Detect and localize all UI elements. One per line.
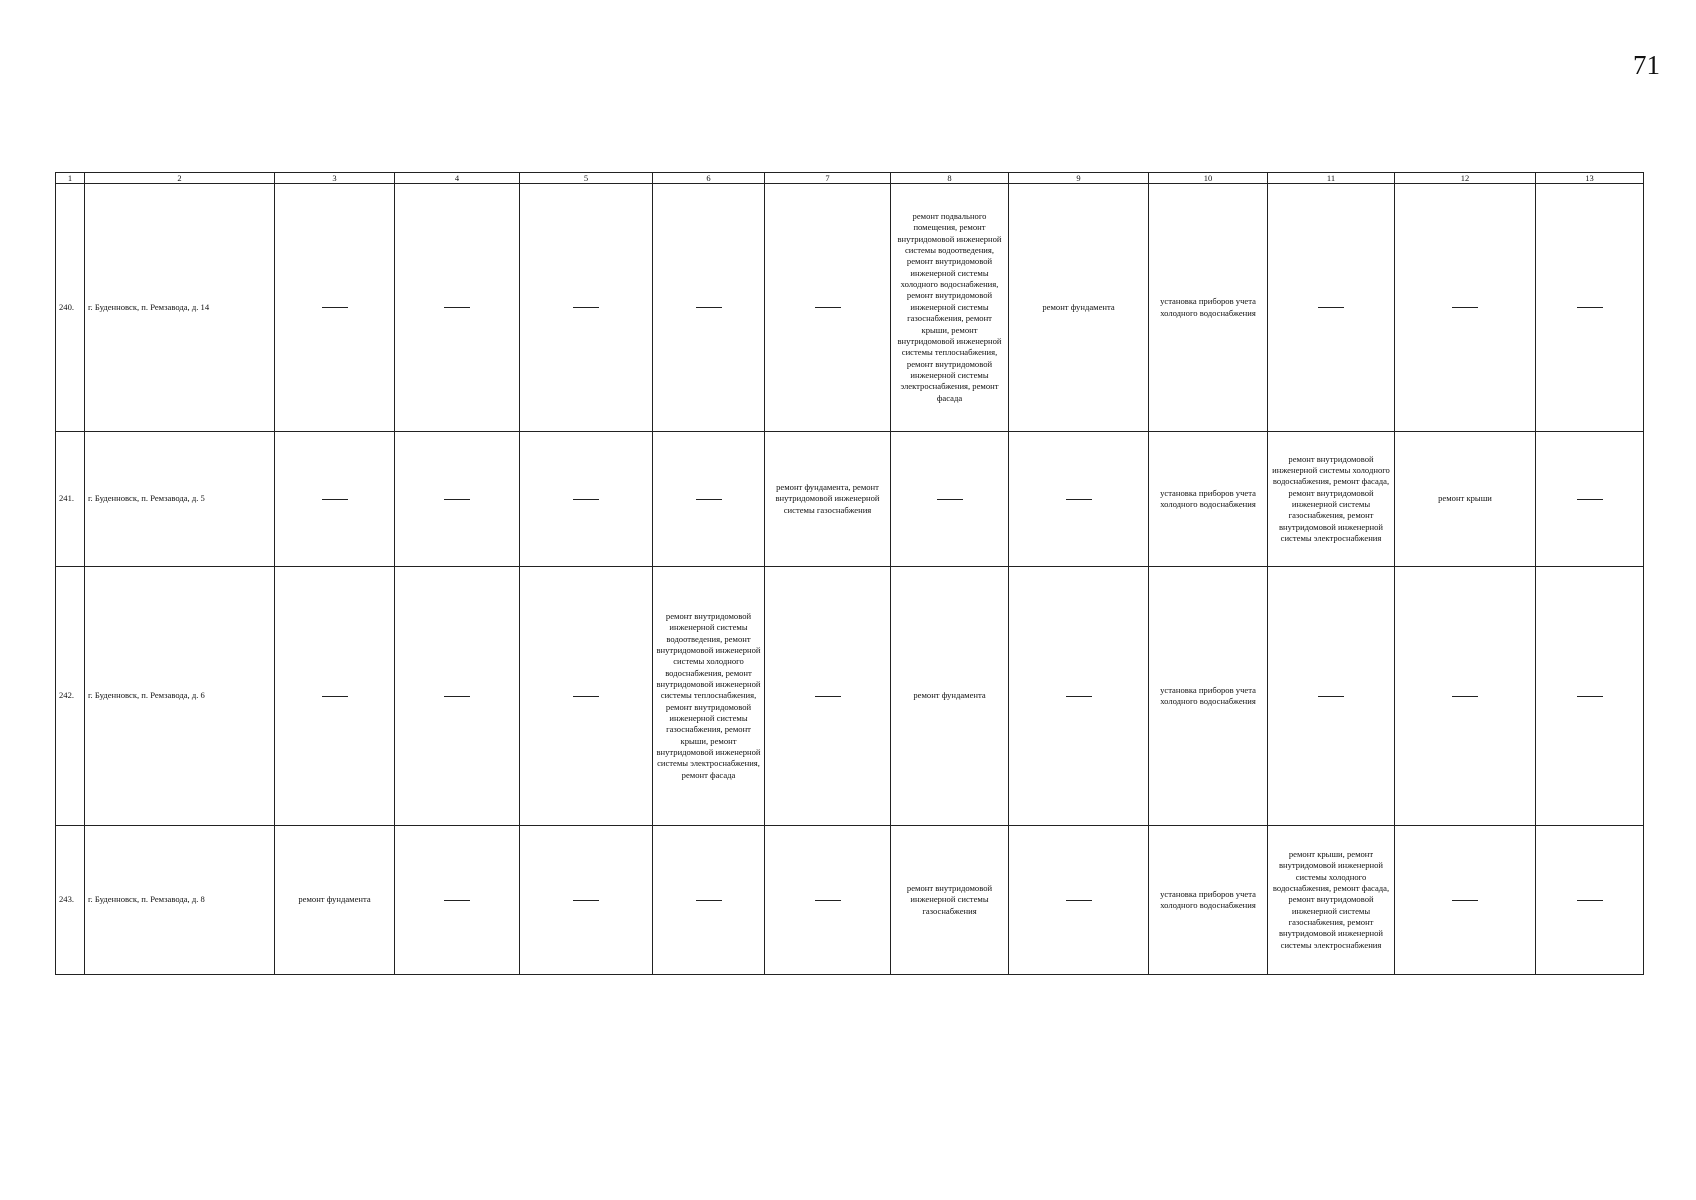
address-cell: г. Буденновск, п. Ремзавода, д. 14 <box>85 184 275 432</box>
empty-dash-mark <box>1318 307 1344 308</box>
work-cell <box>1009 432 1149 567</box>
work-cell <box>891 432 1009 567</box>
work-cell: ремонт фундамента <box>891 567 1009 826</box>
work-cell: ремонт внутридомовой инженерной системы холодного водоснабжения, ремонт фасада, ремонт внутридомовой инженерной системы газоснабжения, ремонт внутридомовой инженерной системы электроснабжения <box>1268 432 1395 567</box>
empty-dash-mark <box>573 900 599 901</box>
work-cell: установка приборов учета холодного водоснабжения <box>1149 184 1268 432</box>
column-header: 4 <box>395 173 520 184</box>
row-number: 243. <box>56 826 85 975</box>
row-number: 242. <box>56 567 85 826</box>
column-header: 11 <box>1268 173 1395 184</box>
column-number-header-row <box>56 173 1644 184</box>
work-cell: установка приборов учета холодного водоснабжения <box>1149 567 1268 826</box>
work-cell <box>1009 826 1149 975</box>
work-cell <box>653 184 765 432</box>
row-number: 240. <box>56 184 85 432</box>
page-number: 71 <box>1633 50 1660 80</box>
empty-dash-mark <box>1318 696 1344 697</box>
work-cell <box>1536 826 1644 975</box>
work-cell <box>653 432 765 567</box>
empty-dash-mark <box>696 307 722 308</box>
empty-dash-mark <box>815 307 841 308</box>
empty-dash-mark <box>1452 696 1478 697</box>
empty-dash-mark <box>1577 696 1603 697</box>
empty-dash-mark <box>444 696 470 697</box>
column-header: 3 <box>275 173 395 184</box>
work-cell: ремонт фундамента <box>1009 184 1149 432</box>
work-cell: ремонт внутридомовой инженерной системы газоснабжения <box>891 826 1009 975</box>
work-cell: ремонт крыши <box>1395 432 1536 567</box>
table-row <box>56 826 1644 975</box>
work-cell <box>1395 826 1536 975</box>
empty-dash-mark <box>322 499 348 500</box>
table-row <box>56 184 1644 432</box>
column-header: 10 <box>1149 173 1268 184</box>
work-cell <box>1536 432 1644 567</box>
empty-dash-mark <box>696 499 722 500</box>
work-cell <box>765 184 891 432</box>
work-cell <box>520 567 653 826</box>
empty-dash-mark <box>573 307 599 308</box>
work-cell <box>1536 184 1644 432</box>
work-cell <box>1536 567 1644 826</box>
work-cell: ремонт внутридомовой инженерной системы водоотведения, ремонт внутридомовой инженерной системы холодного водоснабжения, ремонт внутридомовой инженерной системы теплоснабжения, ремонт внутридомовой инженерной системы газоснабжения, ремонт крыши, ремонт внутридомовой инженерной системы электроснабжения, ремонт фасада <box>653 567 765 826</box>
work-cell: ремонт фундамента, ремонт внутридомовой инженерной системы газоснабжения <box>765 432 891 567</box>
work-cell: установка приборов учета холодного водоснабжения <box>1149 826 1268 975</box>
address-cell: г. Буденновск, п. Ремзавода, д. 6 <box>85 567 275 826</box>
empty-dash-mark <box>1577 499 1603 500</box>
empty-dash-mark <box>1452 900 1478 901</box>
work-cell <box>1395 567 1536 826</box>
empty-dash-mark <box>815 900 841 901</box>
column-header: 8 <box>891 173 1009 184</box>
column-header: 9 <box>1009 173 1149 184</box>
empty-dash-mark <box>322 696 348 697</box>
work-cell <box>520 826 653 975</box>
repair-schedule-table <box>55 172 1644 975</box>
empty-dash-mark <box>1452 307 1478 308</box>
column-header: 1 <box>56 173 85 184</box>
work-cell <box>520 184 653 432</box>
empty-dash-mark <box>444 499 470 500</box>
empty-dash-mark <box>1577 900 1603 901</box>
work-cell: ремонт крыши, ремонт внутридомовой инженерной системы холодного водоснабжения, ремонт фасада, ремонт внутридомовой инженерной системы газоснабжения, ремонт внутридомовой инженерной системы электроснабжения <box>1268 826 1395 975</box>
address-cell: г. Буденновск, п. Ремзавода, д. 5 <box>85 432 275 567</box>
empty-dash-mark <box>1066 696 1092 697</box>
empty-dash-mark <box>444 900 470 901</box>
table-row <box>56 432 1644 567</box>
work-cell <box>653 826 765 975</box>
empty-dash-mark <box>1066 900 1092 901</box>
table-row <box>56 567 1644 826</box>
work-cell <box>520 432 653 567</box>
empty-dash-mark <box>937 499 963 500</box>
work-cell: ремонт подвального помещения, ремонт внутридомовой инженерной системы водоотведения, ремонт внутридомовой инженерной системы холодного водоснабжения, ремонт внутридомовой инженерной системы газоснабжения, ремонт крыши, ремонт внутридомовой инженерной системы теплоснабжения, ремонт внутридомовой инженерной системы электроснабжения, ремонт фасада <box>891 184 1009 432</box>
column-header: 7 <box>765 173 891 184</box>
empty-dash-mark <box>696 900 722 901</box>
empty-dash-mark <box>573 499 599 500</box>
row-number: 241. <box>56 432 85 567</box>
empty-dash-mark <box>322 307 348 308</box>
work-cell <box>395 432 520 567</box>
column-header: 5 <box>520 173 653 184</box>
empty-dash-mark <box>1066 499 1092 500</box>
work-cell <box>1268 184 1395 432</box>
empty-dash-mark <box>1577 307 1603 308</box>
column-header: 13 <box>1536 173 1644 184</box>
column-header: 12 <box>1395 173 1536 184</box>
work-cell <box>765 826 891 975</box>
empty-dash-mark <box>815 696 841 697</box>
work-cell <box>275 184 395 432</box>
work-cell <box>395 826 520 975</box>
work-cell <box>395 567 520 826</box>
column-header: 6 <box>653 173 765 184</box>
work-cell: установка приборов учета холодного водоснабжения <box>1149 432 1268 567</box>
work-cell <box>275 567 395 826</box>
work-cell <box>1395 184 1536 432</box>
work-cell: ремонт фундамента <box>275 826 395 975</box>
work-cell <box>275 432 395 567</box>
work-cell <box>765 567 891 826</box>
empty-dash-mark <box>444 307 470 308</box>
work-cell <box>1268 567 1395 826</box>
work-cell <box>395 184 520 432</box>
address-cell: г. Буденновск, п. Ремзавода, д. 8 <box>85 826 275 975</box>
column-header: 2 <box>85 173 275 184</box>
work-cell <box>1009 567 1149 826</box>
empty-dash-mark <box>573 696 599 697</box>
